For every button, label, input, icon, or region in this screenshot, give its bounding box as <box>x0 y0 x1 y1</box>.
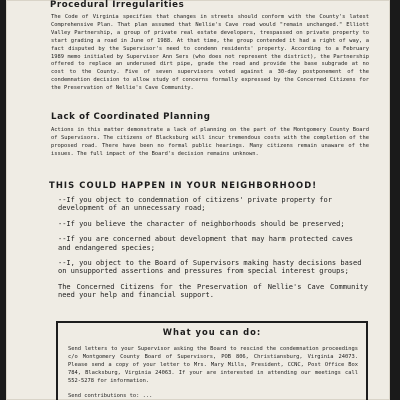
action-footer: Send contributions to: ... <box>68 393 153 400</box>
section-title-planning: Lack of Coordinated Planning <box>51 112 211 122</box>
section-body-planning <box>51 127 369 159</box>
concern-list <box>58 196 368 300</box>
concern-item-condemnation: --If you object to condemnation of citizens' private property for development of an unnecessary road; <box>58 196 332 213</box>
concern-item-hasty-decisions: --I, you object to the Board of Supervisors making hasty decisions based on unsupported assertions and pressures from special interest groups; <box>58 259 362 276</box>
concern-item-caves: --If you are concerned about development that may harm protected caves and endangered species; <box>58 235 354 252</box>
action-box <box>56 321 368 400</box>
action-box-title: What you can do: <box>162 327 262 337</box>
paragraph-planning: Actions in this matter demonstrate a lack of planning on the part of the Montgomery County Board of Supervisors. The citizens of Blacksburg will incur tremendous costs with the completion of the proposed road. There have been no formal public hearings. Many citizens remain unaware of the issues. The full impact of the Board's decision remains unknown. <box>51 127 369 157</box>
action-instructions: Send letters to your Supervisor asking the Board to rescind the condemnation proceedings c/o Montgomery County Board of Supervisors, POB 806, Christiansburg, Virginia 24073. Please send a copy of your letter to Mrs. Mary Mills, President, CCNC, Post Office Box 784, Blacksburg, Virginia 24063. If your are interested in attending our meetings call 552-5278 for information. <box>68 346 358 385</box>
neighborhood-heading: THIS COULD HAPPEN IN YOUR NEIGHBORHOOD! <box>49 180 318 190</box>
action-box-body <box>68 345 358 400</box>
document-page <box>6 0 390 400</box>
paragraph-procedural: The Code of Virginia specifies that changes in streets should conform with the County's latest Comprehensive Plan. That plan assumed that Nellie's Cave road would "remain unchanged." Elliott Valley Partnership, a group of private real estate developers, trespassed on private property to start grading a road in June of 1988. At that time, the group contended it had a right of way, a fact disputed by the Supervisor's need to condemn residents' property. According to a February 1989 memo initialed by Supervisor Ann Sers (who does not represent the district), the Partnership offered to replace an underused dirt pipe, grade the road and provide the base subgrade at no cost to the County. Five of seven supervisors voted against a 30-day postponement of the condemnation decision to allow study of concerns formally expressed by the Concerned Citizens for the Preservation of Nellie's Cave Community. <box>51 14 369 92</box>
section-title-procedural: Procedural Irregularities <box>50 0 185 10</box>
closing-appeal: The Concerned Citizens for the Preservation of Nellie's Cave Community need your help and financial support. <box>58 282 368 300</box>
concern-item-character: --If you believe the character of neighborhoods should be preserved; <box>58 219 345 228</box>
section-body-procedural <box>51 14 369 93</box>
